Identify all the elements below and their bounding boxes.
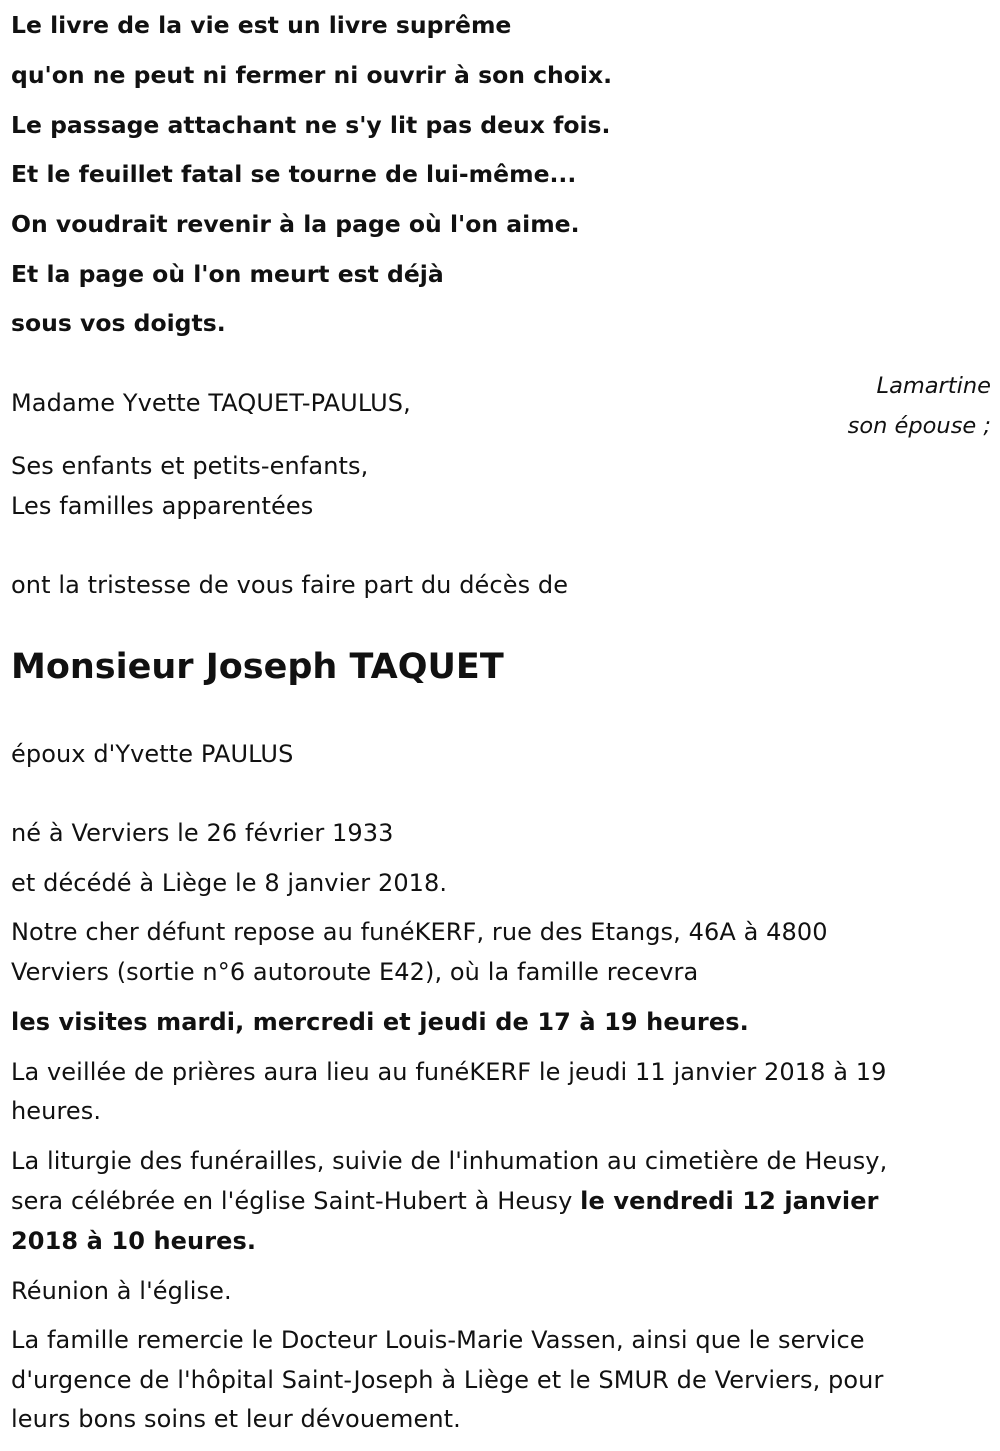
spouse-name: Madame Yvette TAQUET-PAULUS, <box>11 389 411 417</box>
poem-line-4: Et le feuillet fatal se tourne de lui-même... <box>11 160 577 188</box>
funeral-date: le vendredi 12 janvier <box>580 1187 879 1215</box>
thanks-line-1: La famille remercie le Docteur Louis-Marie Vassen, ainsi que le service <box>11 1326 865 1354</box>
deceased-name: Monsieur Joseph TAQUET <box>11 647 504 687</box>
funeral-line-1: La liturgie des funérailles, suivie de l'inhumation au cimetière de Heusy, <box>11 1147 888 1175</box>
poem-author: Lamartine <box>876 373 991 399</box>
thanks-line-2: d'urgence de l'hôpital Saint-Joseph à Liège et le SMUR de Verviers, pour <box>11 1366 884 1394</box>
rest-line-1: Notre cher défunt repose au funéKERF, rue des Etangs, 46A à 4800 <box>11 918 828 946</box>
announcement-line: ont la tristesse de vous faire part du décès de <box>11 571 569 599</box>
poem-line-7: sous vos doigts. <box>11 309 226 337</box>
poem-line-3: Le passage attachant ne s'y lit pas deux fois. <box>11 111 611 139</box>
spouse-of-line: époux d'Yvette PAULUS <box>11 740 294 768</box>
poem-line-5: On voudrait revenir à la page où l'on aime. <box>11 210 580 238</box>
poem-line-1: Le livre de la vie est un livre suprême <box>11 11 512 39</box>
vigil-line-2: heures. <box>11 1097 102 1125</box>
relatives-line: Les familles apparentées <box>11 492 314 520</box>
obituary-notice <box>11 0 991 1451</box>
meeting-line: Réunion à l'église. <box>11 1277 232 1305</box>
birth-line: né à Verviers le 26 février 1933 <box>11 819 394 847</box>
vigil-line-1: La veillée de prières aura lieu au funéKERF le jeudi 11 janvier 2018 à 19 <box>11 1058 887 1086</box>
death-line: et décédé à Liège le 8 janvier 2018. <box>11 869 448 897</box>
funeral-place: sera célébrée en l'église Saint-Hubert à Heusy <box>11 1187 581 1215</box>
visits-line: les visites mardi, mercredi et jeudi de 17 à 19 heures. <box>11 1008 749 1036</box>
poem-line-2: qu'on ne peut ni fermer ni ouvrir à son choix. <box>11 61 613 89</box>
poem-line-6: Et la page où l'on meurt est déjà <box>11 260 444 288</box>
thanks-line-3: leurs bons soins et leur dévouement. <box>11 1405 461 1433</box>
funeral-line-2 <box>11 1186 879 1216</box>
rest-line-2: Verviers (sortie n°6 autoroute E42), où la famille recevra <box>11 958 699 986</box>
spouse-role: son épouse ; <box>847 413 991 439</box>
funeral-line-3: 2018 à 10 heures. <box>11 1227 257 1255</box>
children-line: Ses enfants et petits-enfants, <box>11 452 369 480</box>
